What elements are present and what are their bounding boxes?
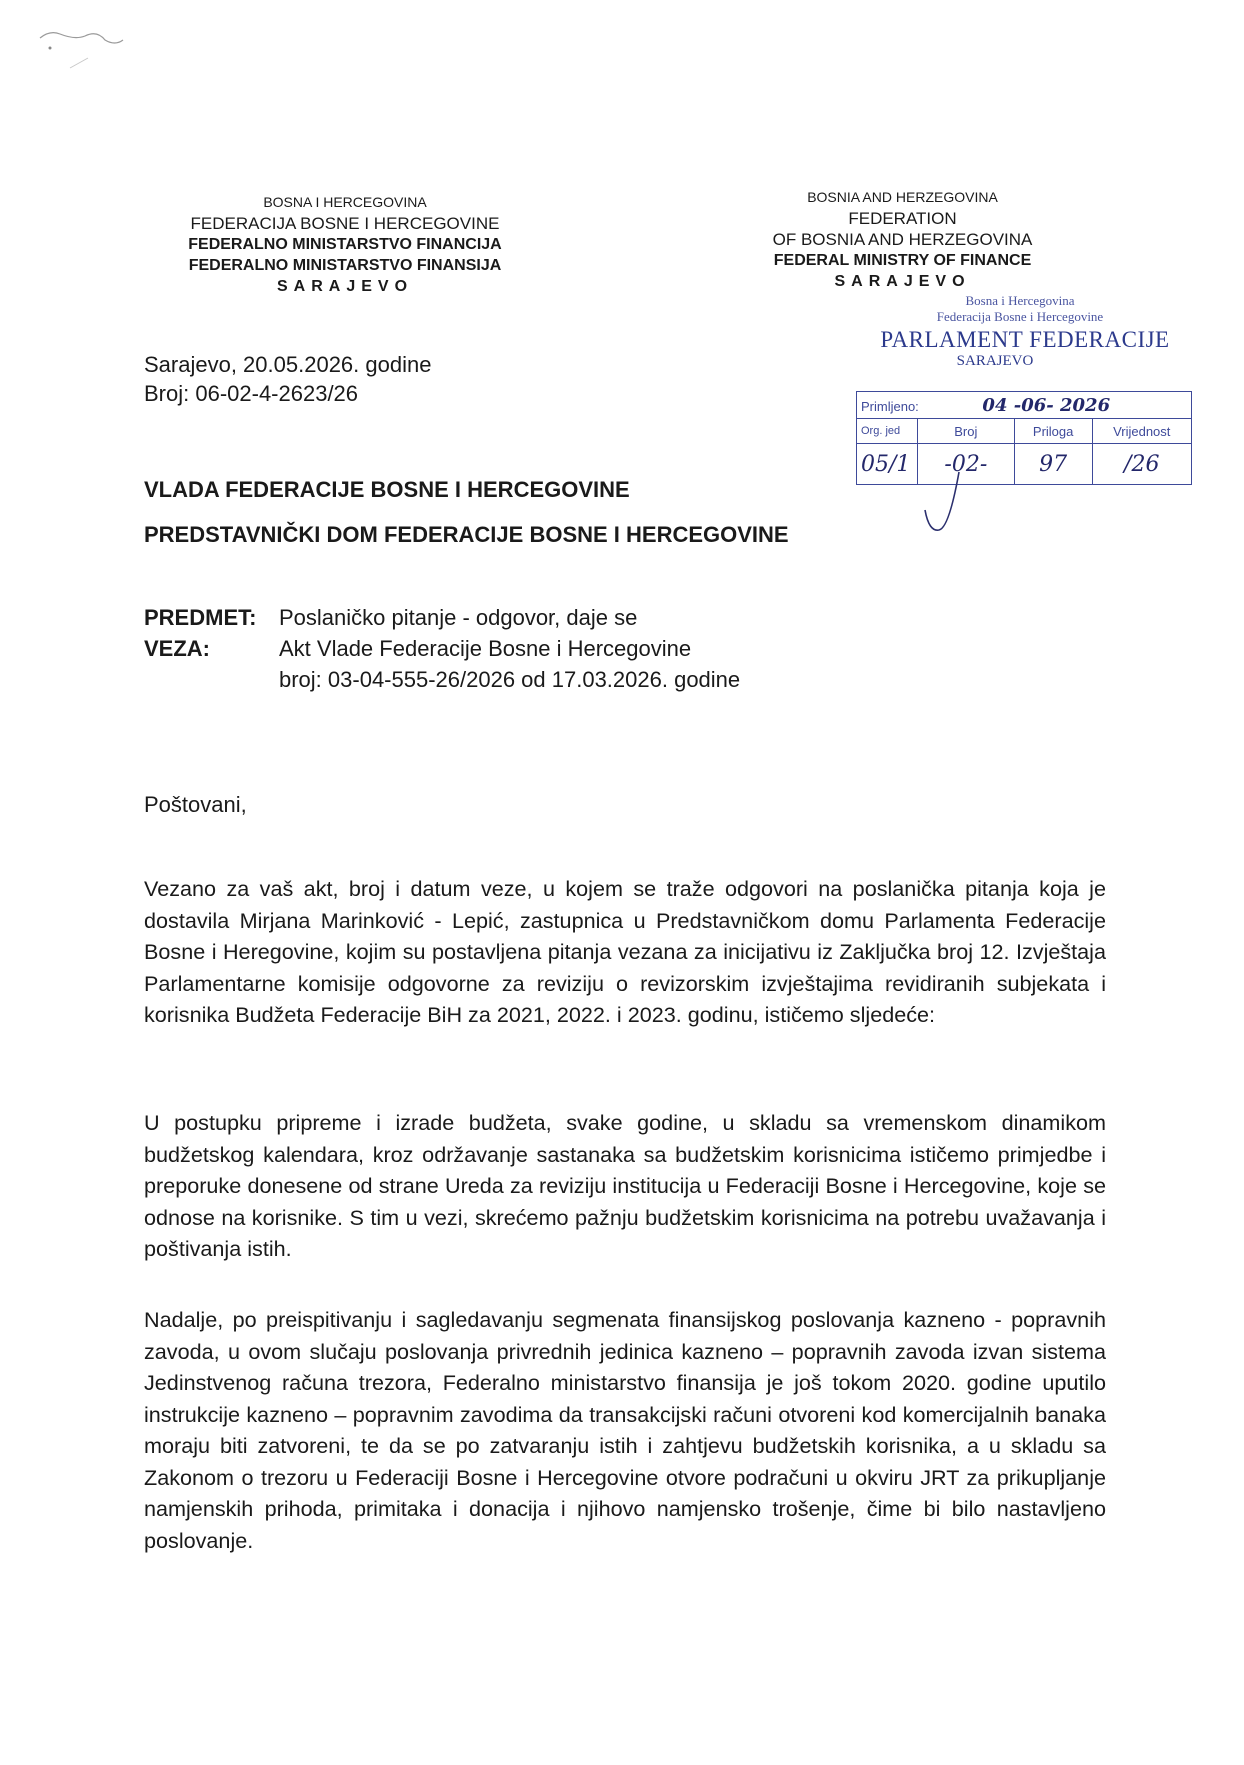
stamp-col-org: Org. jed xyxy=(857,419,918,444)
veza-line-2: broj: 03-04-555-26/2026 od 17.03.2026. godine xyxy=(279,667,741,692)
predmet-label: PREDMET: xyxy=(144,605,257,630)
stamp-country: Bosna i Hercegovina xyxy=(965,293,1075,308)
stamp-received-date: 04 -06- 2026 xyxy=(982,394,1111,416)
stamp-col-vrijednost: Vrijednost xyxy=(1092,419,1192,444)
document-number: Broj: 06-02-4-2623/26 xyxy=(144,381,359,406)
header-right xyxy=(720,187,1085,292)
stamp-col-broj: Broj xyxy=(917,419,1014,444)
received-stamp xyxy=(860,293,1190,370)
stamp-val-broj: -02- xyxy=(917,444,1014,485)
addressee-government: VLADA FEDERACIJE BOSNE I HERCEGOVINE xyxy=(144,477,630,502)
header-right-ministry: FEDERAL MINISTRY OF FINANCE xyxy=(773,252,1032,269)
document-date: Sarajevo, 20.05.2026. godine xyxy=(144,352,432,377)
header-right-city: SARAJEVO xyxy=(834,273,971,290)
stamp-federation: Federacija Bosne i Hercegovine xyxy=(936,309,1104,324)
paragraph-3: Nadalje, po preispitivanju i sagledavanju segmenata finansijskog poslovanja kazneno - popravnih zavoda, u ovom slučaju poslovanja privrednih jedinica kazneno – popravnih zavoda izvan sistema Jedinstvenog računa trezora, Federalno ministarstvo finansija je još tokom 2020. godine uputilo instrukcije kazneno – popravnim zavodima da transakcijski računi otvoreni kod komercijalnih banaka moraju biti zatvoreni, te da se po zatvaranju istih i zahtjevu budžetskih korisnika, a u skladu sa Zakonom o trezoru u Federaciji Bosne i Hercegovine otvore podračuni u okviru JRT za prikupljanje namjenskih prihoda, primitaka i donacija i njihovo namjensko trošenje, čime bi bilo nastavljeno poslovanje. xyxy=(144,1307,1106,1553)
stamp-city: SARAJEVO xyxy=(956,353,1034,369)
header-left-federation: FEDERACIJA BOSNE I HERCEGOVINE xyxy=(190,214,500,233)
addressee-house: PREDSTAVNIČKI DOM FEDERACIJE BOSNE I HERCEGOVINE xyxy=(144,522,789,547)
stamp-title: PARLAMENT FEDERACIJE xyxy=(880,327,1170,352)
veza-label: VEZA: xyxy=(144,636,210,661)
header-left-ministry-1: FEDERALNO MINISTARSTVO FINANCIJA xyxy=(188,236,502,253)
stamp-val-priloga: 97 xyxy=(1014,444,1092,485)
header-right-federation-2: OF BOSNIA AND HERZEGOVINA xyxy=(772,230,1033,249)
header-right-country: BOSNIA AND HERZEGOVINA xyxy=(807,189,998,205)
header-left-ministry-2: FEDERALNO MINISTARSTVO FINANSIJA xyxy=(188,257,502,274)
header-right-federation: FEDERATION xyxy=(848,209,957,228)
predmet-text: Poslaničko pitanje - odgovor, daje se xyxy=(279,605,638,630)
document-meta xyxy=(144,350,431,408)
header-left-country: BOSNA I HERCEGOVINA xyxy=(263,194,427,210)
scan-marks xyxy=(30,18,140,88)
paragraph-1: Vezano za vaš akt, broj i datum veze, u kojem se traže odgovori na poslanička pitanja koja je dostavila Mirjana Marinković - Lepić, zastupnica u Predstavničkom domu Parlamenta Federacije Bosne i Heregovine, kojim su postavljena pitanja vezana za inicijativu iz Zaključka broj 12. Izvještaja Parlamentarne komisije odgovorne za reviziju o revizorskim izvještajima revidiranih subjekata i korisnika Budžeta Federacije BiH za 2021, 2022. i 2023. godinu, ističemo sljedeće: xyxy=(144,876,1106,1027)
header-left-city: SARAJEVO xyxy=(276,278,414,295)
stamp-received-label: Primljeno: xyxy=(861,398,919,414)
stamp-val-vrijednost: /26 xyxy=(1092,444,1192,485)
stamp-val-org: 05/1 xyxy=(857,444,918,485)
header-left xyxy=(130,192,560,297)
stamp-handwritten-tick xyxy=(915,470,975,540)
veza-line-1: Akt Vlade Federacije Bosne i Hercegovine xyxy=(279,636,692,661)
salutation: Poštovani, xyxy=(144,792,247,817)
paragraph-2: U postupku pripreme i izrade budžeta, svake godine, u skladu sa vremenskom dinamikom budžetskog kalendara, kroz održavanje sastanaka sa budžetskim korisnicima ističemo primjedbe i preporuke donesene od strane Ureda za reviziju institucija u Federaciji Bosne i Hercegovine, koje se odnose na korisnike. S tim u vezi, skrećemo pažnju budžetskim korisnicima na potrebu uvažavanja i poštivanja istih. xyxy=(144,1110,1106,1261)
stamp-col-priloga: Priloga xyxy=(1014,419,1092,444)
subject-block xyxy=(144,602,1044,695)
stamp-table xyxy=(856,391,1192,485)
